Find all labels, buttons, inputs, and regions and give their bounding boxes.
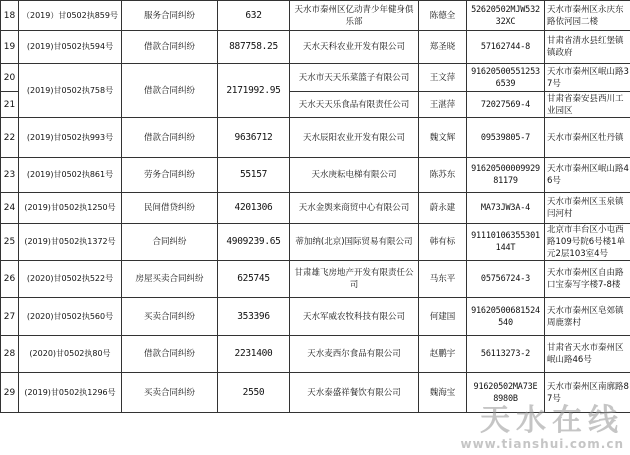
case-number: (2019)甘0502执1250号 — [19, 193, 122, 224]
amount: 887758.25 — [218, 31, 290, 64]
row-number: 24 — [1, 193, 19, 224]
row-number: 20 — [1, 64, 19, 92]
entity-name: 天水泰盛祥餐饮有限公司 — [290, 373, 419, 413]
row-number: 26 — [1, 261, 19, 298]
case-number: (2020)甘0502执522号 — [19, 261, 122, 298]
address: 天水市秦州区岷山路46号 — [545, 158, 630, 193]
address: 甘肃省天水市秦州区岷山路46号 — [545, 336, 630, 373]
amount: 625745 — [218, 261, 290, 298]
legal-representative: 陈苏东 — [419, 158, 467, 193]
case-number: (2019)甘0502执594号 — [19, 31, 122, 64]
case-cause: 劳务合同纠纷 — [122, 158, 218, 193]
address: 天水市秦州区南廓路87号 — [545, 373, 630, 413]
credit-code: 52620502MJW53232XC — [467, 1, 545, 31]
address: 天水市秦州区岷山路37号 — [545, 64, 630, 92]
legal-representative: 何建国 — [419, 298, 467, 336]
row-number: 18 — [1, 1, 19, 31]
address: 天水市秦州区永庆东路依河园二楼 — [545, 1, 630, 31]
row-number: 22 — [1, 118, 19, 158]
table-row — [1, 193, 630, 224]
table-row — [1, 261, 630, 298]
amount: 632 — [218, 1, 290, 31]
case-cause: 房屋买卖合同纠纷 — [122, 261, 218, 298]
credit-code: 91620502MA73E 8980B — [467, 373, 545, 413]
amount: 2231400 — [218, 336, 290, 373]
legal-representative: 韩有标 — [419, 224, 467, 261]
amount: 9636712 — [218, 118, 290, 158]
table-row — [1, 336, 630, 373]
entity-name: 甘肃雄飞房地产开发有限责任公司 — [290, 261, 419, 298]
entity-name: 天水辰阳农业开发有限公司 — [290, 118, 419, 158]
legal-representative: 魏海宝 — [419, 373, 467, 413]
table-row — [1, 158, 630, 193]
legal-representative: 赵鹏宇 — [419, 336, 467, 373]
credit-code: 09539805-7 — [467, 118, 545, 158]
case-cause: 买卖合同纠纷 — [122, 298, 218, 336]
credit-code: 91620500551253653​9 — [467, 64, 545, 92]
case-cause: 借款合同纠纷 — [122, 31, 218, 64]
amount: 353396 — [218, 298, 290, 336]
amount: 4201306 — [218, 193, 290, 224]
address: 甘肃省清水县红堡镇镇政府 — [545, 31, 630, 64]
case-number: (2019)甘0502执758号 — [19, 64, 122, 118]
legal-representative: 马东平 — [419, 261, 467, 298]
credit-code: 91110106355301144T — [467, 224, 545, 261]
row-number: 27 — [1, 298, 19, 336]
row-number: 28 — [1, 336, 19, 373]
entity-name: 天水军威农牧科技有限公司 — [290, 298, 419, 336]
legal-representative: 陈德全 — [419, 1, 467, 31]
address: 天水市秦州区牡丹镇 — [545, 118, 630, 158]
amount: 2550 — [218, 373, 290, 413]
address: 天水市秦州区皂郊镇周鹿寨村 — [545, 298, 630, 336]
legal-representative: 魏文辉 — [419, 118, 467, 158]
credit-code: 56113273-2 — [467, 336, 545, 373]
case-cause: 服务合同纠纷 — [122, 1, 218, 31]
watermark-url: www.tianshui.com.cn — [460, 437, 624, 451]
address: 天水市秦州区玉泉镇闫河村 — [545, 193, 630, 224]
case-cause: 买卖合同纠纷 — [122, 373, 218, 413]
credit-code: 91620500681524540 — [467, 298, 545, 336]
entity-name: 天水麦西尔食品有限公司 — [290, 336, 419, 373]
legal-representative: 王文萍 — [419, 64, 467, 92]
case-cause: 借款合同纠纷 — [122, 118, 218, 158]
table-row — [1, 224, 630, 261]
credit-code: 05756724-3 — [467, 261, 545, 298]
row-number: 23 — [1, 158, 19, 193]
row-number: 19 — [1, 31, 19, 64]
table-row — [1, 1, 630, 31]
entity-name: 天水市秦州区亿动青少年健身俱乐部 — [290, 1, 419, 31]
amount: 4909239.65 — [218, 224, 290, 261]
case-number: (2019)甘0502执861号 — [19, 158, 122, 193]
case-number: (2019)甘0502执1296号 — [19, 373, 122, 413]
amount: 2171992.95 — [218, 64, 290, 118]
legal-representative: 王湛萍 — [419, 92, 467, 118]
watermark-name: 天水在线 — [480, 403, 624, 438]
credit-code: MA73JW3A-4 — [467, 193, 545, 224]
case-number: (2020)甘0502执560号 — [19, 298, 122, 336]
address: 北京市丰台区小屯西路109号院6号楼1单元2层103室4号 — [545, 224, 630, 261]
case-number: (2019)甘0502执993号 — [19, 118, 122, 158]
case-cause: 借款合同纠纷 — [122, 64, 218, 118]
address: 甘肃省秦安县西川工业园区 — [545, 92, 630, 118]
legal-representative: 蔚永建 — [419, 193, 467, 224]
table-row — [1, 373, 630, 413]
entity-name: 天水市天天乐菜篮子有限公司 — [290, 64, 419, 92]
entity-name: 天水天科农业开发有限公司 — [290, 31, 419, 64]
table-row — [1, 31, 630, 64]
entity-name: 天水金舆来商贸中心有限公司 — [290, 193, 419, 224]
case-number: (2019)甘0502执1372号 — [19, 224, 122, 261]
entity-name: 天水庚耘电梯有限公司 — [290, 158, 419, 193]
case-cause: 民间借贷纠纷 — [122, 193, 218, 224]
amount: 55157 — [218, 158, 290, 193]
credit-code: 57162744-8 — [467, 31, 545, 64]
entity-name: 天水天天乐食品有限责任公司 — [290, 92, 419, 118]
address: 天水市秦州区自由路口宝泰写字楼7-8楼 — [545, 261, 630, 298]
row-number: 25 — [1, 224, 19, 261]
table-row — [1, 118, 630, 158]
credit-code: 72027569-4 — [467, 92, 545, 118]
credit-code: 91620500009929 81179 — [467, 158, 545, 193]
case-cause: 合同纠纷 — [122, 224, 218, 261]
row-number: 21 — [1, 92, 19, 118]
case-cause: 借款合同纠纷 — [122, 336, 218, 373]
legal-representative: 郑圣晓 — [419, 31, 467, 64]
entity-name: 蒂加纳(北京)国际贸易有限公司 — [290, 224, 419, 261]
table-row — [1, 298, 630, 336]
table-row — [1, 64, 630, 92]
row-number: 29 — [1, 373, 19, 413]
case-number: （2019）甘0502执859号 — [19, 1, 122, 31]
case-number: (2020)甘0502执80号 — [19, 336, 122, 373]
